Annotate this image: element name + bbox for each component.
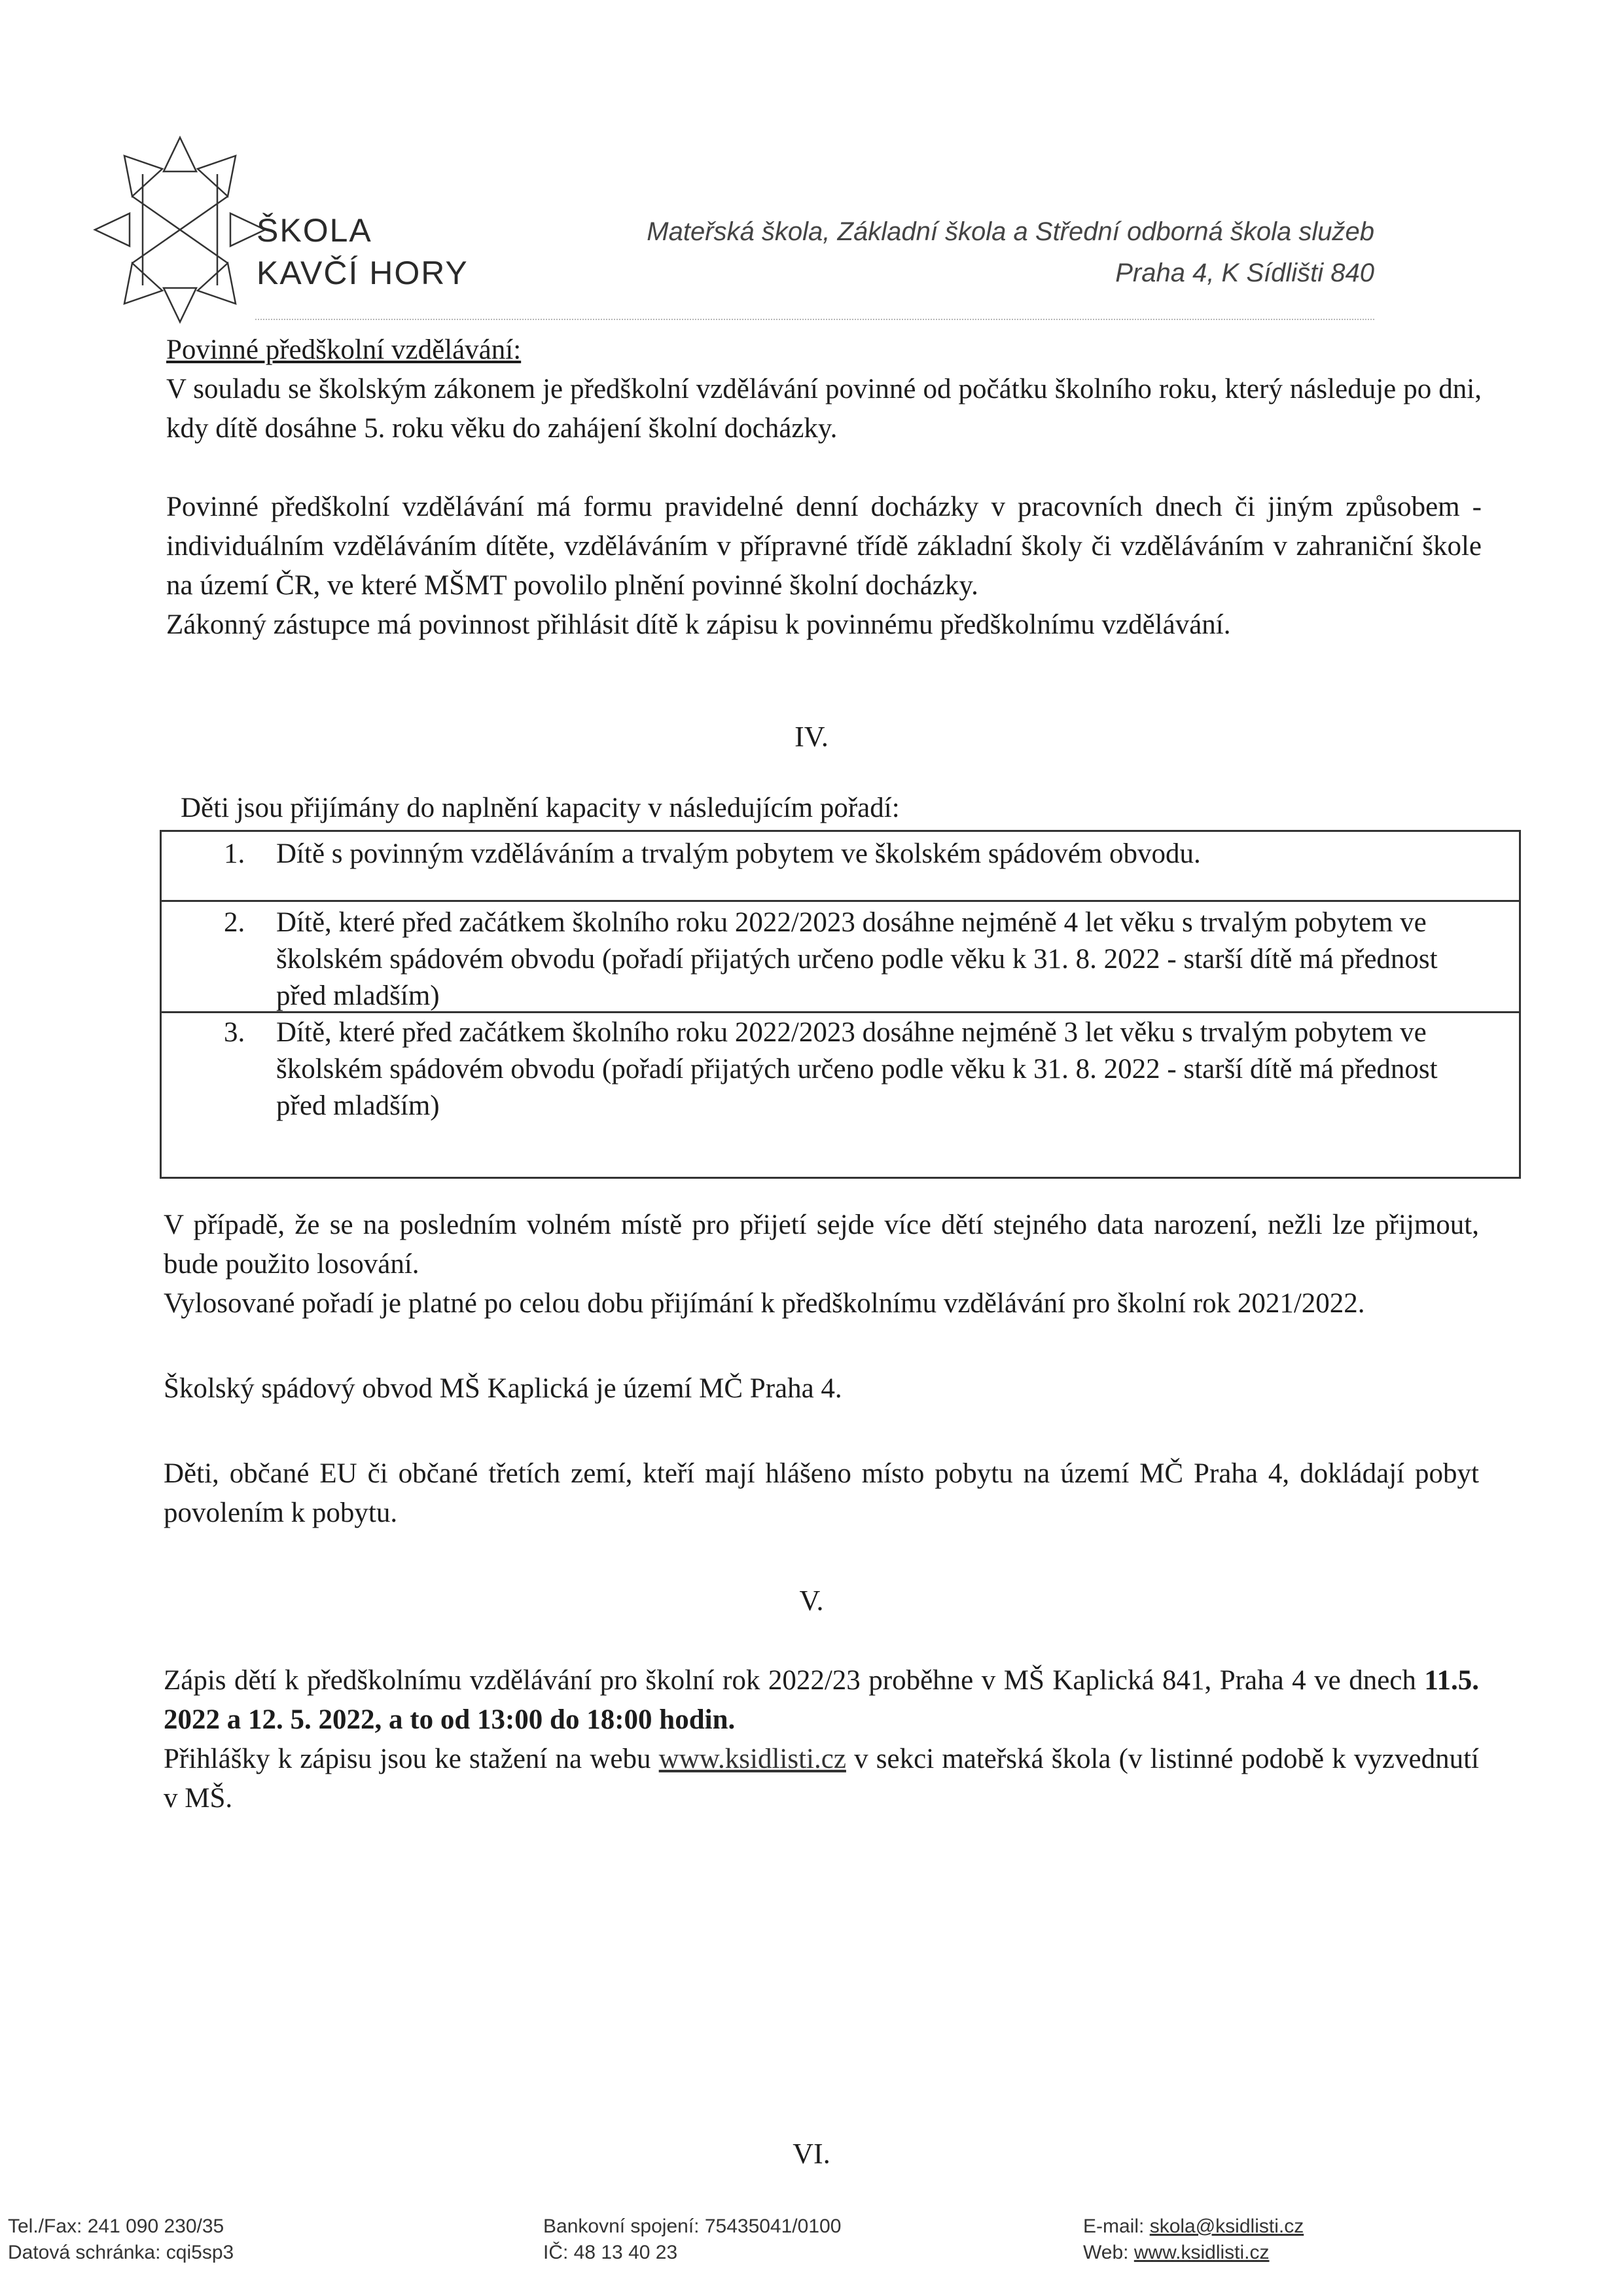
rule-text: Dítě s povinným vzděláváním a trvalým pobytem ve školském spádovém obvodu. (276, 838, 1201, 869)
application-text-end: v sekci mateřská škola (v listinné podobě k vyzvednutí v MŠ. (164, 1744, 1479, 1814)
intro-section (166, 331, 1482, 645)
rule-number: 3. (224, 1017, 245, 1048)
enrollment-text: Zápis dětí k předškolnímu vzdělávání pro školní rok 2022/23 proběhne v MŠ Kaplická 841, Praha 4 ve dnech (164, 1665, 1425, 1696)
lottery-paragraph-2: Vylosované pořadí je platné po celou dobu přijímání k předškolnímu vzdělávání pro školní rok 2021/2022. (164, 1288, 1365, 1319)
enrollment-dates: 11.5. 2022 a 12. 5. 2022, a to od 13:00 do 18:00 hodin. (164, 1665, 1479, 1735)
rule-row-3 (162, 1011, 1519, 1177)
intro-heading: Povinné předškolní vzdělávání: (166, 334, 522, 365)
rule-number: 2. (224, 907, 245, 938)
website-link[interactable]: www.ksidlisti.cz (658, 1744, 846, 1774)
logo-text-line2: KAVČÍ HORY (257, 255, 469, 291)
school-logo-icon (85, 131, 275, 327)
district-paragraph: Školský spádový obvod MŠ Kaplická je území MČ Praha 4. (164, 1373, 842, 1404)
intro-paragraph-2: Povinné předškolní vzdělávání má formu pravidelné denní docházky v pracovních dnech či jiným způsobem - individuálním vzděláváním dítěte, vzděláváním v přípravné třídě základní školy či vzděláváním v zahraniční škole na území ČR, ve které MŠMT povolilo plnění povinné školní docházky. (166, 492, 1482, 601)
footer-databox: Datová schránka: cqi5sp3 (8, 2242, 234, 2263)
email-link[interactable]: skola@ksidlisti.cz (1149, 2215, 1304, 2237)
rule-number: 1. (224, 838, 245, 869)
application-text: Přihlášky k zápisu jsou ke stažení na webu (164, 1744, 659, 1774)
footer-contact (8, 2214, 234, 2266)
foreign-paragraph: Děti, občané EU či občané třetích zemí, kteří mají hlášeno místo pobytu na území MČ Praha 4, dokládají pobyt povolením k pobytu. (164, 1458, 1479, 1528)
footer-web-line (1083, 2240, 1304, 2266)
rule-row-1 (162, 832, 1519, 900)
section-iv-number: IV. (794, 721, 829, 753)
application-paragraph (164, 1740, 1479, 1818)
logo-text-line1: ŠKOLA (257, 212, 372, 249)
intro-paragraph-1: V souladu se školským zákonem je předškolní vzdělávání povinné od počátku školního roku, který následuje po dni, kdy dítě dosáhne 5. roku věku do zahájení školní docházky. (166, 374, 1482, 444)
enrollment-paragraph (164, 1661, 1479, 1740)
section-v-number: V. (799, 1585, 824, 1617)
intro-paragraph-3: Zákonný zástupce má povinnost přihlásit dítě k zápisu k povinnému předškolnímu vzdělávání. (166, 609, 1231, 640)
footer-bank-account: Bankovní spojení: 75435041/0100 (543, 2215, 842, 2237)
web-label: Web: (1083, 2242, 1134, 2263)
web-link[interactable]: www.ksidlisti.cz (1133, 2242, 1270, 2263)
section-iv-intro: Děti jsou přijímány do naplnění kapacity v následujícím pořadí: (181, 793, 900, 823)
school-full-name: Mateřská škola, Základní škola a Střední odborná škola služeb (647, 217, 1374, 246)
rule-text: Dítě, které před začátkem školního roku 2022/2023 dosáhne nejméně 3 let věku s trvalým pobytem ve školském spádovém obvodu (pořadí přijatých určeno podle věku k 31. 8. 2022 - starší dítě má přednost před mladším) (276, 1017, 1438, 1121)
footer-online (1083, 2214, 1304, 2266)
admission-rules-table (160, 830, 1521, 1179)
section-v-body (164, 1661, 1479, 1818)
footer-email-line (1083, 2214, 1304, 2240)
footer-phone: Tel./Fax: 241 090 230/35 (8, 2215, 224, 2237)
rule-text: Dítě, které před začátkem školního roku 2022/2023 dosáhne nejméně 4 let věku s trvalým pobytem ve školském spádovém obvodu (pořadí přijatých určeno podle věku k 31. 8. 2022 - starší dítě má přednost před mladším) (276, 907, 1438, 1011)
lottery-paragraph-1: V případě, že se na posledním volném místě pro přijetí sejde více dětí stejného data narození, nežli lze přijmout, bude použito losování. (164, 1210, 1479, 1280)
footer-bank (543, 2214, 841, 2266)
email-label: E-mail: (1083, 2215, 1150, 2237)
footer-ic: IČ: 48 13 40 23 (543, 2242, 678, 2263)
header-divider (255, 319, 1374, 320)
school-address: Praha 4, K Sídlišti 840 (1115, 259, 1374, 287)
rule-row-2 (162, 900, 1519, 1011)
section-iv-body (164, 1206, 1479, 1533)
section-vi-number: VI. (793, 2138, 830, 2170)
